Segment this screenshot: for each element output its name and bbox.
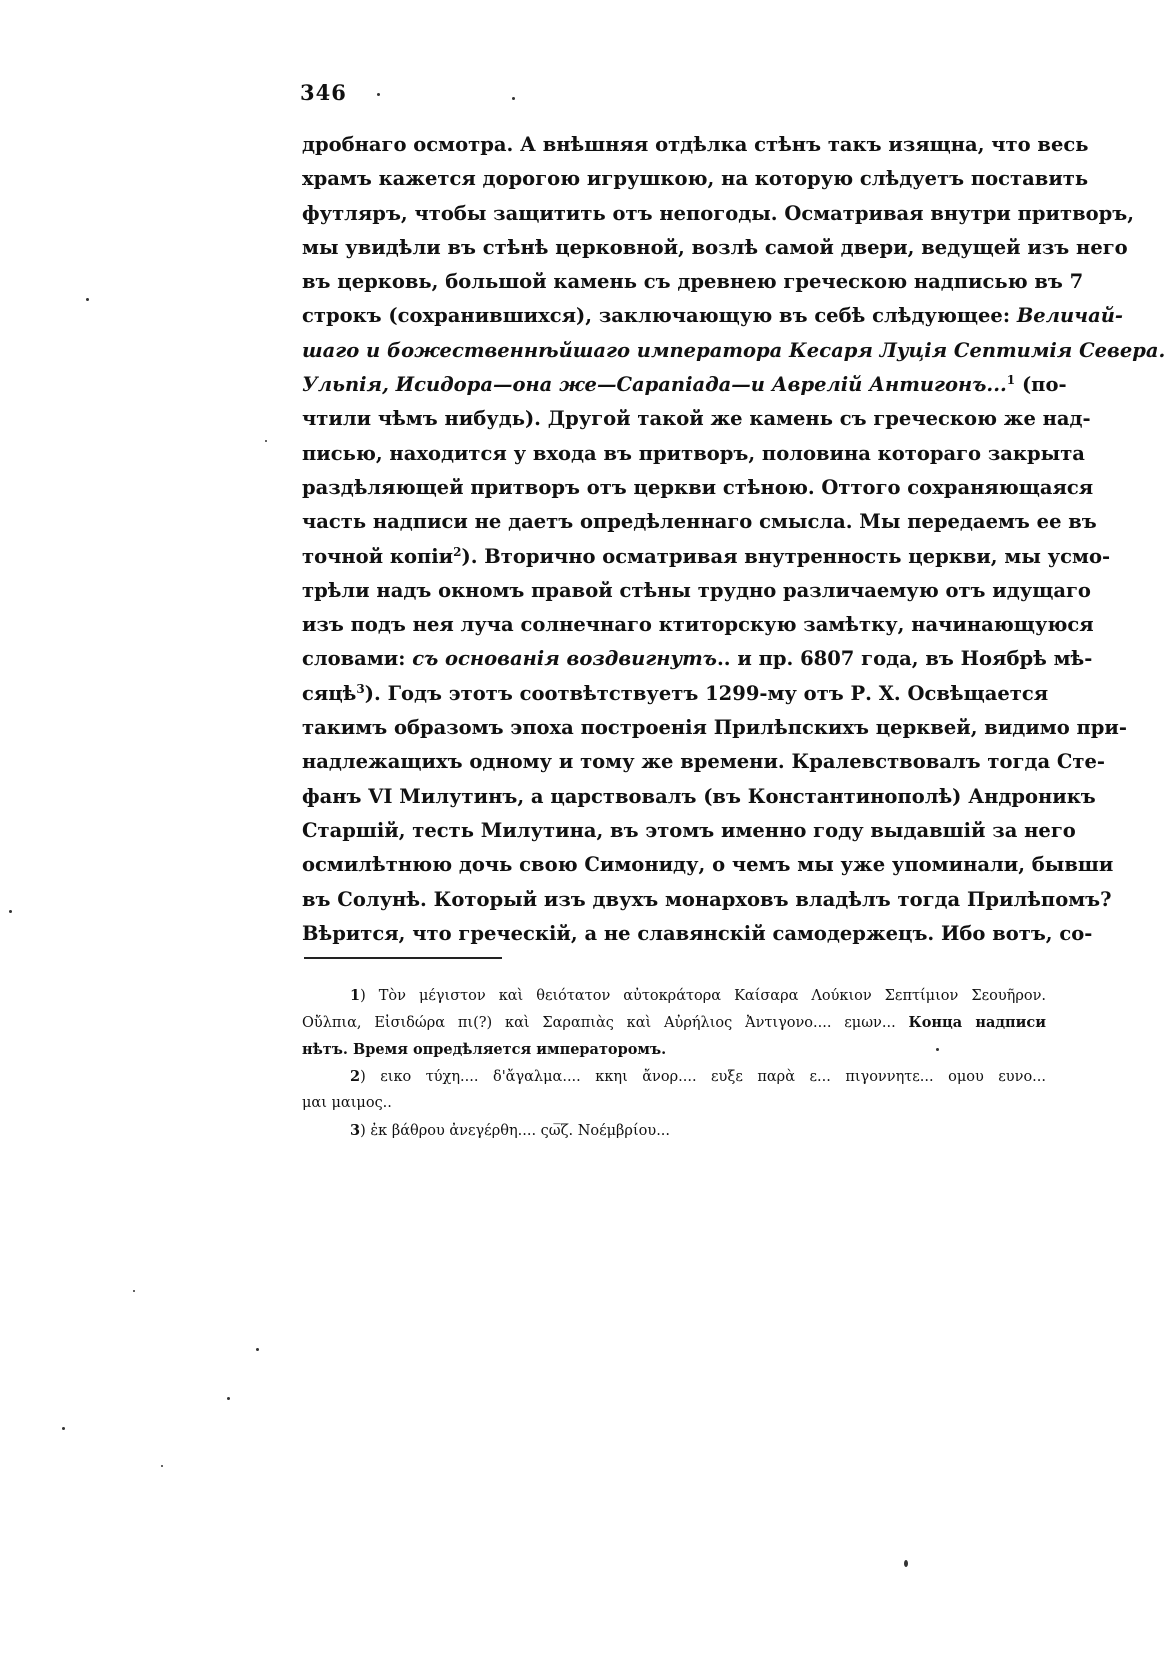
body-line xyxy=(302,265,1084,299)
body-text-run: осмилѣтнюю дочь свою Симониду, о чемъ мы уже упоминали, бывши xyxy=(302,853,1114,877)
body-text-run: (по- xyxy=(1015,373,1067,397)
scan-speck xyxy=(904,1560,908,1567)
body-line xyxy=(302,642,1093,676)
footnotes-line xyxy=(302,1009,1046,1036)
body-line xyxy=(302,334,1165,368)
footnotes-line xyxy=(302,982,1046,1009)
scan-speck xyxy=(9,910,12,913)
body-text-run: ). Вторично осматривая внутренность церкви, мы усмо- xyxy=(461,544,1111,568)
footnotes-line xyxy=(302,1117,1046,1144)
scan-speck xyxy=(133,1290,135,1292)
footnotes-line xyxy=(302,1036,1046,1063)
footnote-number: 1 xyxy=(350,987,361,1004)
footnotes-text-run: μαι μαιμος.. xyxy=(302,1095,392,1111)
footnote-number: 2 xyxy=(350,1068,361,1085)
body-text-run: шаго и божественнѣйшаго императора Кесаря Луція Септимія Севера. xyxy=(302,338,1165,362)
body-line xyxy=(302,848,1114,882)
body-text-run: мы увидѣли въ стѣнѣ церковной, возлѣ самой двери, ведущей изъ него xyxy=(302,235,1128,259)
footnote-separator xyxy=(304,957,502,959)
footnote-reference: 3 xyxy=(356,681,365,696)
body-text-run: часть надписи не даетъ опредѣленнаго смысла. Мы передаемъ ее въ xyxy=(302,510,1097,534)
body-line xyxy=(302,677,1049,711)
body-line xyxy=(302,471,1094,505)
footnotes-text-run: Οὔλπια, Εἰσιδώρα πι(?) καὶ Σαραπιὰς καὶ Αὐρήλιος Ἀντιγονο.... εμων... xyxy=(302,1015,909,1031)
scan-speck xyxy=(161,1465,163,1467)
body-line xyxy=(302,780,1096,814)
body-line xyxy=(302,505,1097,539)
scan-speck xyxy=(62,1427,65,1430)
body-text-run: словами: xyxy=(302,647,413,671)
body-text-run: строкъ (сохранившихся), заключающую въ себѣ слѣдующее: xyxy=(302,304,1017,328)
footnotes-line xyxy=(302,1063,1046,1090)
footnote-reference: 1 xyxy=(1006,373,1016,388)
scan-speck xyxy=(265,440,267,442)
body-line xyxy=(302,128,1089,162)
footnotes-text-run: Конца надписи xyxy=(908,1014,1047,1031)
body-text-run: раздѣляющей притворъ отъ церкви стѣною. Оттого сохраняющаяся xyxy=(302,475,1094,499)
body-text-run: Ульпія, Исидора—она же—Сарапіада—и Аврелій Антигонъ... xyxy=(302,373,1007,397)
body-line xyxy=(302,814,1076,848)
body-text-run: храмъ кажется дорогою игрушкою, на которую слѣдуетъ поставить xyxy=(302,167,1089,191)
body-line xyxy=(302,711,1127,745)
body-text-run: дробнаго осмотра. А внѣшняя отдѣлка стѣнъ такъ изящна, что весь xyxy=(302,133,1089,156)
body-line xyxy=(302,231,1128,265)
body-line xyxy=(302,197,1135,231)
body-text-run: Вѣрится, что греческій, а не славянскій самодержецъ. Ибо вотъ, со- xyxy=(302,921,1093,945)
footnotes-text-run: ) ἐκ βάθρου ἀνεγέρθη.... ςω̅ζ̅. Νοέμβρίου... xyxy=(360,1123,671,1139)
body-line xyxy=(302,608,1094,642)
scan-speck xyxy=(936,1048,939,1051)
body-text-run: Величай- xyxy=(1016,304,1123,328)
footnotes xyxy=(302,982,1046,1144)
footnotes-text-run: нѣтъ. Время опредѣляется императоромъ. xyxy=(302,1041,667,1058)
footnotes-text-run: ) Τὸν μέγιστον καὶ θειότατον αὐτοκράτορα Καίσαρα Λούκιον Σεπτίμιον Σεουῆρον. xyxy=(360,988,1046,1004)
body-line xyxy=(302,574,1091,608)
body-line xyxy=(302,917,1093,951)
body-text-run: футляръ, чтобы защитить отъ непогоды. Осматривая внутри притворъ, xyxy=(302,201,1135,225)
body-text-run: точной копіи xyxy=(302,544,454,568)
body-text-run: въ Солунѣ. Который изъ двухъ монарховъ владѣлъ тогда Прилѣпомъ? xyxy=(302,887,1112,911)
body-text xyxy=(302,128,1165,951)
body-text-run: надлежащихъ одному и тому же времени. Кралевствовалъ тогда Сте- xyxy=(302,750,1105,774)
body-text-run: фанъ VI Милутинъ, а царствовалъ (въ Константинополѣ) Андроникъ xyxy=(302,784,1096,808)
scan-speck xyxy=(256,1348,259,1351)
scan-speck xyxy=(227,1397,230,1400)
body-text-run: изъ подъ нея луча солнечнаго ктиторскую замѣтку, начинающуюся xyxy=(302,613,1094,637)
scan-speck xyxy=(86,298,89,301)
body-text-run: такимъ образомъ эпоха построенія Прилѣпскихъ церквей, видимо при- xyxy=(302,716,1127,740)
body-line xyxy=(302,745,1105,779)
body-text-run: чтили чѣмъ нибудь). Другой такой же камень съ греческою же над- xyxy=(302,407,1091,431)
body-text-run: .. и пр. 6807 года, въ Ноябрѣ мѣ- xyxy=(716,647,1093,671)
body-line xyxy=(302,883,1112,917)
body-line xyxy=(302,402,1091,436)
body-line xyxy=(302,437,1085,471)
body-line xyxy=(302,540,1111,574)
footnote-number: 3 xyxy=(350,1122,361,1139)
body-text-run: сяцѣ xyxy=(302,681,357,705)
body-line xyxy=(302,162,1089,196)
page-number: 346 xyxy=(300,80,347,105)
body-text-run: писью, находится у входа въ притворъ, половина котораго закрыта xyxy=(302,441,1085,465)
footnote-reference: 2 xyxy=(453,544,462,559)
scan-speck xyxy=(512,97,515,100)
footnotes-line xyxy=(302,1090,1046,1117)
body-text-run: въ церковь, большой камень съ древнею греческою надписью въ 7 xyxy=(302,270,1084,294)
body-line xyxy=(302,299,1123,333)
footnotes-text-run: ) εικο τύχη.... δ'ἄγαλμα.... κκηι ἄνορ.... ευξε παρὰ ε... πιγοννητε... ομου ευνο... xyxy=(360,1069,1046,1085)
body-text-run: ). Годъ этотъ соотвѣтствуетъ 1299-му отъ Р. Х. Освѣщается xyxy=(364,681,1049,705)
scan-speck xyxy=(377,93,380,96)
body-line xyxy=(302,368,1067,402)
body-text-run: трѣли надъ окномъ правой стѣны трудно различаемую отъ идущаго xyxy=(302,578,1091,602)
body-text-run: съ основанія воздвигнутъ xyxy=(412,647,717,671)
body-text-run: Старшій, тесть Милутина, въ этомъ именно году выдавшій за него xyxy=(302,818,1076,842)
